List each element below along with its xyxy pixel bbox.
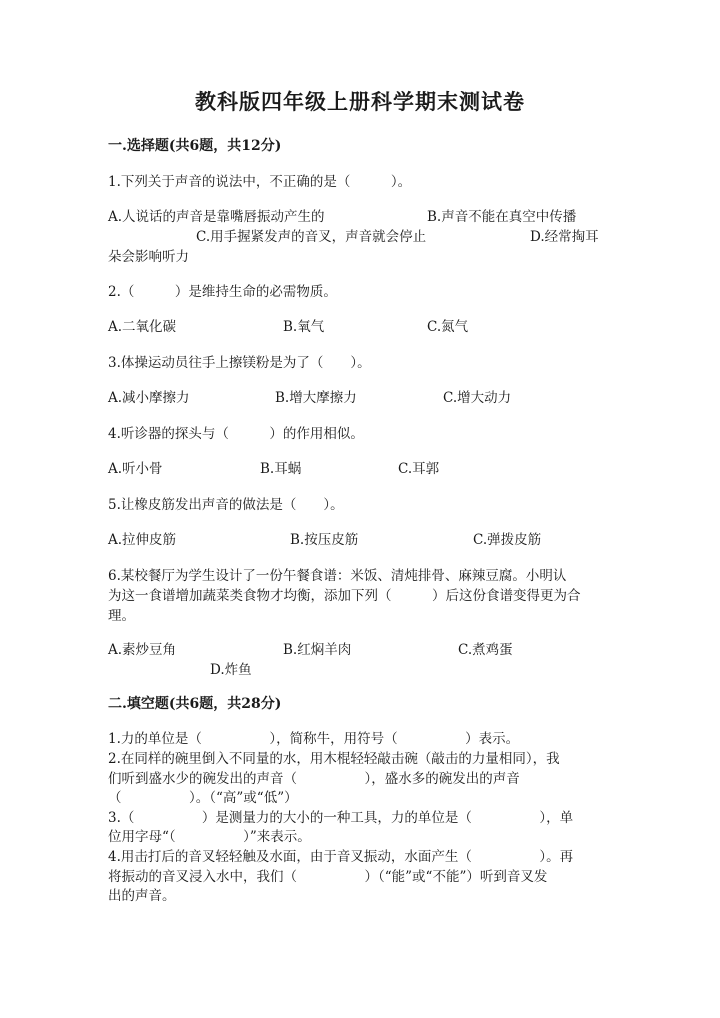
question-6-stem-line1: 6.某校餐厅为学生设计了一份午餐食谱：米饭、清炖排骨、麻辣豆腐。小明认	[108, 568, 567, 584]
fill-line-6: 位用字母“（ ）”来表示。	[108, 829, 311, 845]
q1-option-d: D.经常掏耳	[530, 229, 599, 245]
fill-line-9: 出的声音。	[108, 888, 176, 904]
fill-line-7: 4.用击打后的音叉轻轻触及水面，由于音叉振动，水面产生（ ）。再	[108, 849, 574, 865]
question-5-stem: 5.让橡皮筋发出声音的做法是（ ）。	[108, 497, 344, 513]
q5-option-c: C.弹拨皮筋	[473, 532, 542, 548]
q1-option-a: A.人说话的声音是靠嘴唇振动产生的	[108, 209, 325, 225]
page-title: 教科版四年级上册科学期末测试卷	[195, 89, 525, 114]
fill-line-4: （ ）。（“高”或“低”）	[108, 790, 298, 806]
q5-option-a: A.拉伸皮筋	[108, 532, 177, 548]
q3-option-c: C.增大动力	[443, 390, 512, 406]
section-2-heading: 二.填空题(共6题，共28分)	[108, 696, 282, 712]
fill-line-2: 2.在同样的碗里倒入不同量的水，用木棍轻轻敲击碗（敲击的力量相同），我	[108, 751, 560, 767]
question-1-stem: 1.下列关于声音的说法中，不正确的是（ ）。	[108, 174, 412, 190]
q6-option-d: D.炸鱼	[210, 662, 252, 678]
question-6-stem-line3: 理。	[108, 608, 135, 624]
q1-option-d-cont: 朵会影响听力	[108, 249, 189, 265]
q2-option-c: C.氮气	[427, 319, 469, 335]
q4-option-b: B.耳蜗	[260, 461, 302, 477]
q1-option-b: B.声音不能在真空中传播	[427, 209, 577, 225]
q4-option-a: A.听小骨	[108, 461, 163, 477]
q6-option-c: C.煮鸡蛋	[458, 642, 513, 658]
q3-option-a: A.减小摩擦力	[108, 390, 190, 406]
fill-line-1: 1.力的单位是（ ），简称牛，用符号（ ）表示。	[108, 731, 520, 747]
q3-option-b: B.增大摩擦力	[275, 390, 357, 406]
fill-line-3: 们听到盛水少的碗发出的声音（ ），盛水多的碗发出的声音	[108, 771, 520, 787]
q4-option-c: C.耳郭	[398, 461, 440, 477]
q5-option-b: B.按压皮筋	[290, 532, 359, 548]
section-1-heading: 一.选择题(共6题，共12分)	[108, 138, 282, 154]
q2-option-b: B.氧气	[283, 319, 325, 335]
fill-line-5: 3.（ ）是测量力的大小的一种工具，力的单位是（ ），单	[108, 810, 574, 826]
question-2-stem: 2.（ ）是维持生命的必需物质。	[108, 284, 337, 300]
q6-option-a: A.素炒豆角	[108, 642, 177, 658]
q1-option-c: C.用手握紧发声的音叉，声音就会停止	[196, 229, 427, 245]
q6-option-b: B.红焖羊肉	[283, 642, 352, 658]
question-6-stem-line2: 为这一食谱增加蔬菜类食物才均衡，添加下列（ ）后这份食谱变得更为合	[108, 588, 581, 604]
question-4-stem: 4.听诊器的探头与（ ）的作用相似。	[108, 426, 364, 442]
q2-option-a: A.二氧化碳	[108, 319, 177, 335]
question-3-stem: 3.体操运动员往手上擦镁粉是为了（ ）。	[108, 355, 371, 371]
fill-line-8: 将振动的音叉浸入水中，我们（ ）（“能”或“不能”）听到音叉发	[108, 869, 548, 885]
